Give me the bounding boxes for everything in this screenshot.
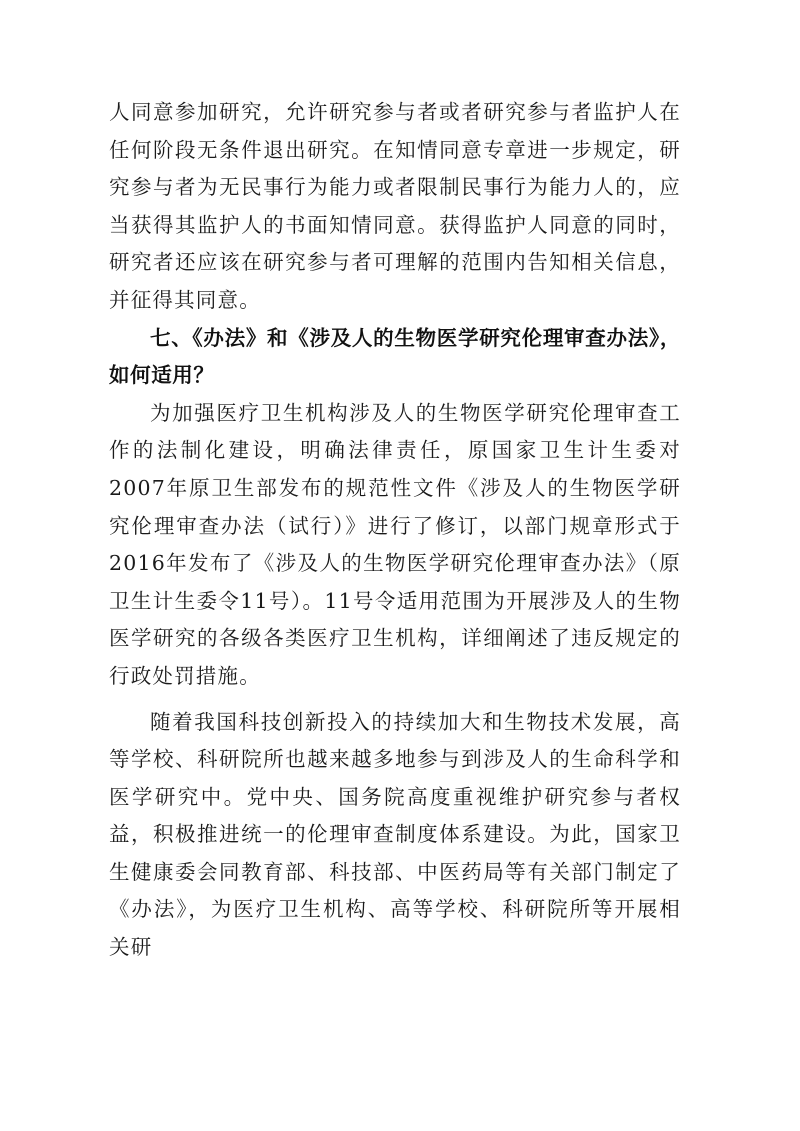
paragraph-ethics-review-measures: 为加强医疗卫生机构涉及人的生物医学研究伦理审查工作的法制化建设，明确法律责任，原国家卫生计生委对2007年原卫生部发布的规范性文件《涉及人的生物医学研究伦理审查办法（试行）》进行了修订，以部门规章形式于2016年发布了《涉及人的生物医学研究伦理审查办法》（原卫生计生委令11号）。11号令适用范围为开展涉及人的生物医学研究的各级各类医疗卫生机构，详细阐述了违反规定的行政处罚措施。 bbox=[109, 400, 681, 688]
document-body bbox=[109, 94, 681, 967]
paragraph-technology-innovation: 随着我国科技创新投入的持续加大和生物技术发展，高等学校、科研院所也越来越多地参与到涉及人的生命科学和医学研究中。党中央、国务院高度重视维护研究参与者权益，积极推进统一的伦理审查制度体系建设。为此，国家卫生健康委会同教育部、科技部、中医药局等有关部门制定了《办法》，为医疗卫生机构、高等学校、科研院所等开展相关研 bbox=[109, 709, 681, 960]
section-heading-seven: 七、《办法》和《涉及人的生物医学研究伦理审查办法》，如何适用？ bbox=[109, 325, 681, 388]
paragraph-spacer bbox=[109, 696, 681, 704]
paragraph-consent-continuation: 人同意参加研究，允许研究参与者或者研究参与者监护人在任何阶段无条件退出研究。在知情同意专章进一步规定，研究参与者为无民事行为能力或者限制民事行为能力人的，应当获得其监护人的书面知情同意。获得监护人同意的同时，研究者还应该在研究参与者可理解的范围内告知相关信息，并征得其同意。 bbox=[109, 100, 681, 312]
